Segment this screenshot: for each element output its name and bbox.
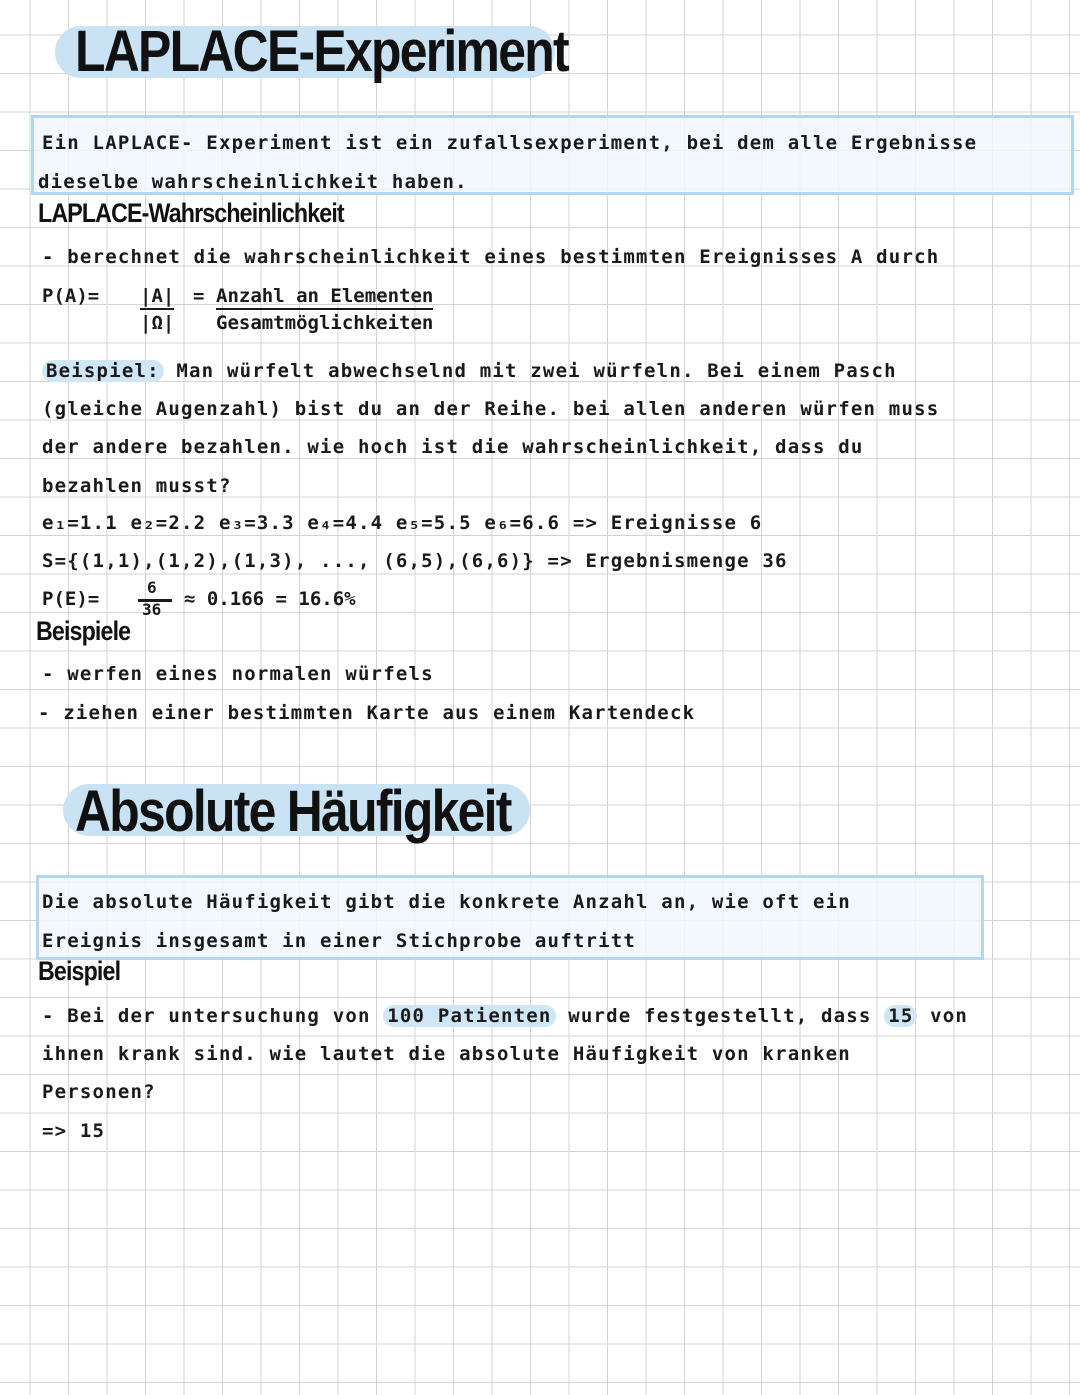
highlight-15: 15 [884,1005,917,1027]
example2-line-3: Personen? [42,1081,156,1103]
example-label: Beispiel: [42,360,164,382]
formula-lhs: P(A)= [42,285,100,307]
subheading-laplace-probability: LAPLACE-Wahrscheinlichkeit [38,198,344,228]
formula-equals: = [193,285,205,307]
highlight-100-patients: 100 Patienten [383,1005,555,1027]
definition2-line-2: Ereignis insgesamt in einer Stichprobe auftritt [42,930,637,952]
text-line: - berechnet die wahrscheinlichkeit eines bestimmten Ereignisses A durch [42,246,940,268]
subheading-example: Beispiel [38,956,121,986]
prob-numerator: 6 [147,578,157,597]
definition-line-1: Ein LAPLACE- Experiment ist ein zufallsexperiment, bei dem alle Ergebnisse [42,132,978,154]
section-title-absolute: Absolute Häufigkeit [75,779,511,844]
formula-numerator-text: Anzahl an Elementen [216,285,433,310]
prob-lhs: P(E)= [42,588,100,610]
definition2-line-1: Die absolute Häufigkeit gibt die konkrete Anzahl an, wie oft ein [42,891,851,913]
page-title: LAPLACE-Experiment [75,19,568,84]
example-line-3: der andere bezahlen. wie hoch ist die wahrscheinlichkeit, dass du [42,436,864,458]
events-line: e₁=1.1 e₂=2.2 e₃=3.3 e₄=4.4 e₅=5.5 e₆=6.6 => Ereignisse 6 [42,512,763,534]
answer-line: => 15 [42,1120,106,1142]
bullet-2: - ziehen einer bestimmten Karte aus einem Kartendeck [38,702,696,724]
formula-denominator: |Ω| [140,312,175,334]
set-line: S={(1,1),(1,2),(1,3), ..., (6,5),(6,6)} => Ergebnismenge 36 [42,550,788,572]
bullet-1: - werfen eines normalen würfels [42,663,434,685]
subheading-examples: Beispiele [36,616,131,646]
definition-line-2: dieselbe wahrscheinlichkeit haben. [38,171,468,193]
prob-result: ≈ 0.166 = 16.6% [184,588,356,610]
example-line-1: Beispiel: Man würfelt abwechselnd mit zwei würfeln. Bei einem Pasch [42,360,897,382]
prob-denominator: 36 [142,600,162,619]
example-line-4: bezahlen musst? [42,475,232,497]
formula-denominator-text: Gesamtmöglichkeiten [216,312,434,334]
example2-line-1: - Bei der untersuchung von 100 Patienten wurde festgestellt, dass 15 von [42,1005,969,1027]
formula-numerator: |A| [140,285,174,310]
example-line-2: (gleiche Augenzahl) bist du an der Reihe. bei allen anderen würfen muss [42,398,940,420]
example2-line-2: ihnen krank sind. wie lautet die absolute Häufigkeit von kranken [42,1043,851,1065]
